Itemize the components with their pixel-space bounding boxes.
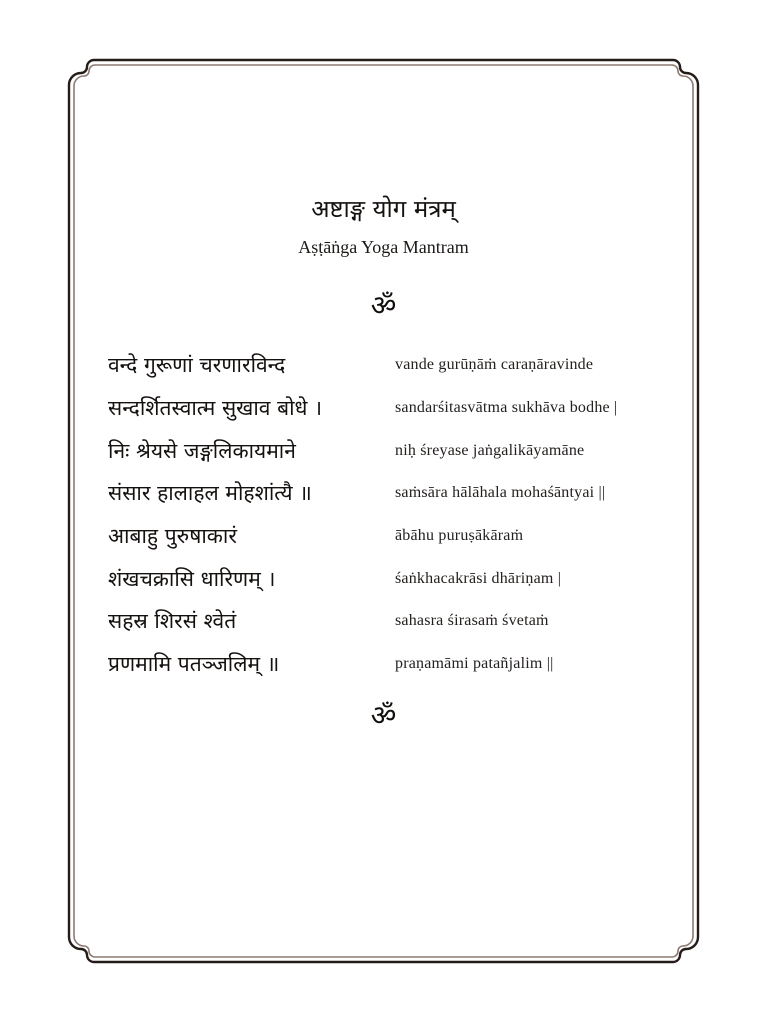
title-transliteration: Aṣṭāṅga Yoga Mantram xyxy=(298,237,469,257)
verse-devanagari: सहस्र शिरसं श्वेतं xyxy=(108,609,237,634)
verse-transliteration: ābāhu puruṣākāraṁ xyxy=(395,527,524,545)
verse-devanagari: आबाहु पुरुषाकारं xyxy=(108,524,237,549)
verse-devanagari: सन्दर्शितस्वात्म सुखाव बोधे । xyxy=(108,396,323,421)
verse-row xyxy=(108,472,668,515)
verse-transliteration: saṁsāra hālāhala mohaśāntyai || xyxy=(395,484,606,502)
verse-transliteration: śaṅkhacakrāsi dhāriṇam | xyxy=(395,569,562,587)
verse-devanagari: संसार हालाहल मोहशांत्यै ॥ xyxy=(108,481,312,506)
verse-row xyxy=(108,515,668,558)
verse-devanagari: शंखचक्रासि धारिणम् । xyxy=(108,566,276,591)
verse-transliteration: niḥ śreyase jaṅgalikāyamāne xyxy=(395,441,585,459)
title-devanagari: अष्टाङ्ग योग मंत्रम् xyxy=(311,195,456,223)
verse-transliteration: praṇamāmi patañjalim || xyxy=(395,655,554,673)
verse-row xyxy=(108,387,668,430)
om-symbol-top: ॐ xyxy=(370,289,397,322)
verse-devanagari: निः श्रेयसे जङ्गलिकायमाने xyxy=(108,438,296,463)
om-symbol-bottom: ॐ xyxy=(370,699,397,732)
verse-transliteration: sandarśitasvātma sukhāva bodhe | xyxy=(395,399,618,417)
verse-row xyxy=(108,429,668,472)
verse-devanagari: वन्दे गुरूणां चरणारविन्द xyxy=(108,353,286,378)
verse-transliteration: vande gurūṇāṁ caraṇāravinde xyxy=(395,356,594,374)
verse-row xyxy=(108,600,668,643)
verse-devanagari: प्रणमामि पतञ्जलिम् ॥ xyxy=(108,652,280,677)
verse-transliteration: sahasra śirasaṁ śvetaṁ xyxy=(395,612,549,630)
verse-row xyxy=(108,643,668,686)
mantra-verses xyxy=(108,344,668,686)
verse-row xyxy=(108,557,668,600)
verse-row xyxy=(108,344,668,387)
